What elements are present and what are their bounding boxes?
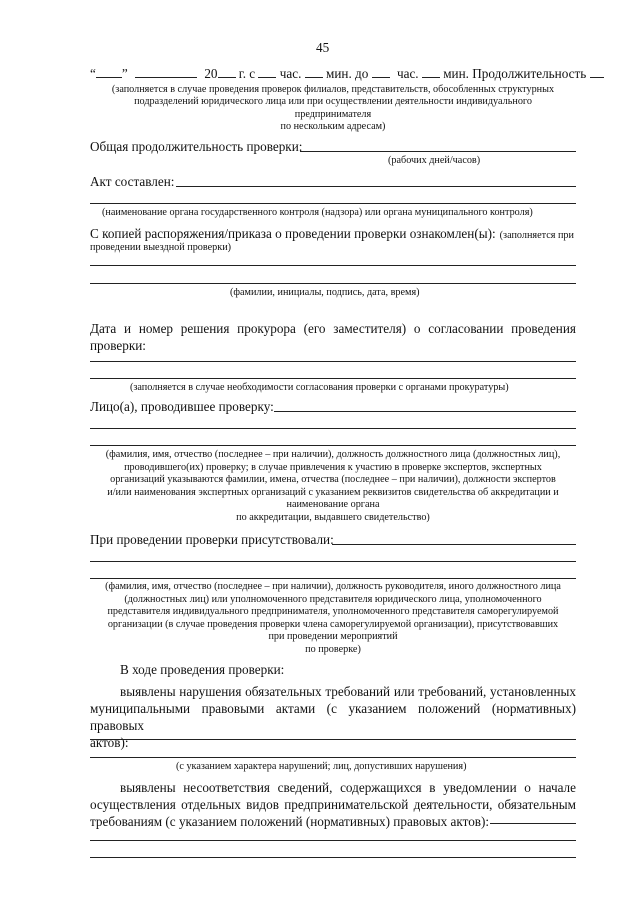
act-compiled-note: (наименование органа государственного контроля (надзора) или органа муниципального контроля) — [102, 207, 533, 218]
date-note-line: предпринимателя — [294, 108, 372, 120]
violations-blank-1 — [90, 739, 576, 740]
familiarized-blank-2 — [90, 283, 576, 284]
familiarized-blank-1 — [90, 265, 576, 266]
inspector-blank-3 — [90, 445, 576, 446]
violations-blank-2 — [90, 757, 576, 758]
inspector-blank-1 — [274, 411, 576, 412]
hours-label: час. — [279, 66, 302, 81]
prosecutor-label — [90, 320, 576, 354]
inspector-note-line: (фамилия, имя, отчество (последнее – при наличии), должность должностного лица (должностных лиц), — [105, 449, 561, 460]
start-hour-blank — [258, 66, 276, 78]
present-note — [90, 581, 576, 657]
inconsistencies-line-2: осуществления отдельных видов предпринимательской деятельности, обязательным — [90, 797, 576, 812]
date-note-line: подразделений юридического лица или при осуществлении деятельности индивидуального — [134, 96, 532, 108]
hours-label-2: час. — [396, 66, 419, 81]
total-duration-label: Общая продолжительность проверки: — [90, 139, 303, 154]
quote-close: ” — [121, 66, 128, 81]
familiarized-note: (фамилии, инициалы, подпись, дата, время) — [230, 287, 420, 298]
year-suffix: г. с — [238, 66, 256, 81]
present-note-line: (должностных лиц) или уполномоченного представителя юридического лица, уполномоченного — [124, 593, 542, 605]
violations-note: (с указанием характера нарушений; лиц, допустивших нарушения) — [176, 761, 467, 772]
act-compiled-blank-2 — [90, 203, 576, 204]
total-duration-note: (рабочих дней/часов) — [388, 155, 481, 166]
present-blank-2 — [90, 561, 576, 562]
date-time-line — [90, 66, 604, 82]
familiarized-inline-note-2: проведении выездной проверки) — [90, 242, 232, 253]
year-prefix: 20 — [204, 66, 218, 81]
day-blank — [96, 66, 122, 78]
end-minute-blank — [422, 66, 440, 78]
prosecutor-blank-1 — [90, 361, 576, 362]
start-minute-blank — [305, 66, 323, 78]
total-duration-blank — [300, 151, 576, 152]
quote-open: “ — [90, 66, 96, 81]
duration-blank — [590, 66, 604, 78]
duration-label: мин. Продолжительность — [443, 66, 587, 81]
month-blank — [135, 66, 197, 78]
present-label: При проведении проверки присутствовали: — [90, 532, 334, 547]
familiarized-label: С копией распоряжения/приказа о проведении проверки ознакомлен(ы): — [90, 226, 496, 241]
violations-line-3: актов): — [90, 735, 129, 750]
act-compiled-blank — [176, 186, 576, 187]
violations-line-1: выявлены нарушения обязательных требований или требований, установленных — [120, 684, 576, 699]
inconsistencies-line-3: требованиям (с указанием положений (нормативных) правовых актов): — [90, 814, 490, 829]
minutes-to-label: мин. до — [326, 66, 369, 81]
prosecutor-label-line-1: Дата и номер решения прокурора (его заместителя) о согласовании проведения — [90, 321, 576, 336]
present-note-line: (фамилия, имя, отчество (последнее – при наличии), должность руководителя, иного должностного лица — [105, 581, 561, 592]
inspector-blank-2 — [90, 428, 576, 429]
date-note-line: (заполняется в случае проведения проверок филиалов, представительств, обособленных структурных — [111, 84, 555, 95]
inspector-note-line: по аккредитации, выдавшего свидетельство) — [236, 511, 430, 523]
inconsistencies-line-1: выявлены несоответствия сведений, содержащихся в уведомлении о начале — [120, 780, 576, 795]
end-hour-blank — [372, 66, 390, 78]
present-note-line: представителя индивидуального предпринимателя, уполномоченного представителя саморегулируемой — [107, 606, 559, 618]
violations-line-2: муниципальными правовыми актами (с указанием положений (нормативных) правовых — [90, 701, 576, 733]
violations-text — [90, 683, 576, 751]
prosecutor-label-line-2: проверки: — [90, 338, 146, 353]
inspector-label: Лицо(а), проводившее проверку: — [90, 399, 274, 414]
date-note — [90, 84, 576, 134]
present-blank-1 — [332, 544, 576, 545]
during-heading: В ходе проведения проверки: — [120, 662, 285, 677]
year-blank — [218, 66, 236, 78]
inconsistencies-blank-1 — [90, 840, 576, 841]
familiarized-inline-note: (заполняется при — [499, 230, 574, 241]
inconsistencies-blank-0 — [490, 823, 576, 824]
page-number: 45 — [316, 40, 330, 55]
inspector-note-line: организаций указываются фамилии, имена, отчества (последнее – при наличии), должности экспертов — [110, 474, 556, 486]
act-compiled-label: Акт составлен: — [90, 174, 175, 189]
familiarized-line — [90, 225, 574, 243]
present-note-line: по проверке) — [305, 643, 361, 655]
present-note-line: организации (в случае проведения проверки члена саморегулируемой организации), присутствовавших — [107, 618, 559, 630]
present-blank-3 — [90, 578, 576, 579]
prosecutor-note: (заполняется в случае необходимости согласования проверки с органами прокуратуры) — [130, 382, 509, 393]
inspector-note — [90, 449, 576, 525]
inconsistencies-blank-2 — [90, 857, 576, 858]
prosecutor-blank-2 — [90, 378, 576, 379]
inspector-note-line: проводившего(их) проверку; в случае привлечения к участию в проверке экспертов, экспертных — [124, 461, 542, 473]
date-note-line: по нескольким адресам) — [280, 121, 386, 133]
inspector-note-line: и/или наименования экспертных организаций с указанием реквизитов свидетельства об аккредитации и — [107, 486, 559, 498]
inspector-note-line: наименование органа — [286, 499, 380, 511]
present-note-line: при проведении мероприятий — [268, 631, 398, 643]
